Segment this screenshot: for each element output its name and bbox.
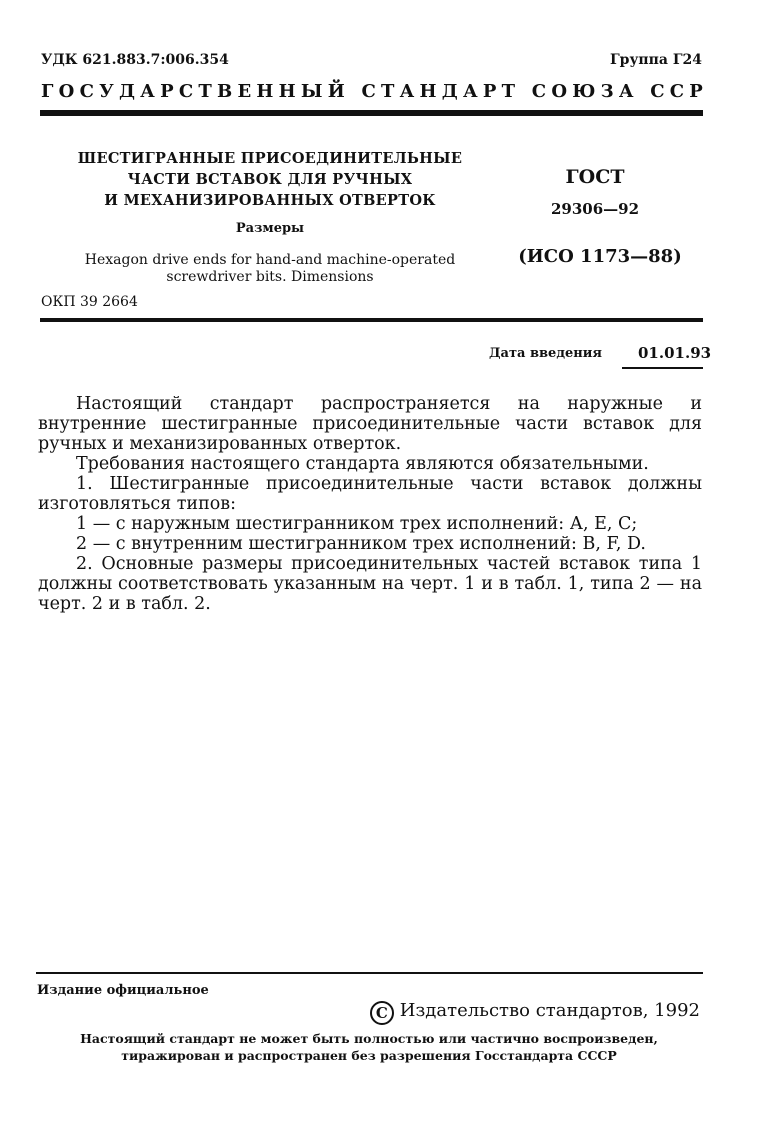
title-block-rule (40, 318, 703, 322)
copyright-line (370, 1000, 700, 1025)
document-body (38, 394, 702, 614)
title-line-2: ЧАСТИ ВСТАВОК ДЛЯ РУЧНЫХ (127, 171, 413, 188)
udk-code: УДК 621.883.7:006.354 (41, 52, 229, 68)
iso-reference: (ИСО 1173—88) (518, 246, 682, 267)
heading-letter: В (217, 81, 233, 102)
gost-label: ГОСТ (565, 166, 625, 188)
heading-letter: Г (41, 81, 54, 102)
copyright-icon: C (370, 1001, 394, 1025)
english-title-line-1: Hexagon drive ends for hand-and machine-operated (84, 252, 456, 268)
heading-letter: Ю (572, 81, 596, 102)
heading-letter: С (79, 81, 94, 102)
heading-letter: А (462, 81, 478, 102)
heading-letter: Р (482, 81, 497, 102)
heading-letter: Н (419, 81, 437, 102)
date-label: Дата введения (489, 346, 603, 361)
paragraph-type-1: 1 — с наружным шестигранником трех исполнений: А, Е, С; (76, 514, 638, 534)
heading-letter: С (178, 81, 194, 102)
heading-letter: У (99, 81, 114, 102)
heading-letter: А (140, 81, 155, 102)
heading-letter: Т (198, 81, 212, 102)
copyright-text: Издательство стандартов, 1992 (399, 1000, 700, 1021)
paragraph-scope: Настоящий стандарт распространяется на наружные и внутренние шестигранные присоединительные части вставок для ручных и механизированных отверток. (38, 394, 702, 454)
paragraph-type-2: 2 — с внутренним шестигранником трех исполнений: В, F, D. (76, 534, 646, 554)
heading-letter: Н (256, 81, 274, 102)
heading-letter: О (551, 81, 567, 102)
paragraph-types: 1. Шестигранные присоединительные части вставок должны изготовляться типов: (38, 474, 702, 514)
heading-letter: А (399, 81, 415, 102)
paragraph-dimensions: 2. Основные размеры присоединительных частей вставок типа 1 должны соответствовать указанным на черт. 1 и в табл. 1, типа 2 — на черт. 2 и в табл. 2. (38, 554, 702, 614)
heading-letter: С (361, 81, 376, 102)
heading-letter (520, 81, 526, 102)
heading-letter: С (669, 81, 685, 102)
title-subtitle: Размеры (235, 221, 305, 236)
state-standard-heading (41, 81, 703, 102)
heading-letter: Й (327, 81, 345, 102)
heading-letter (639, 81, 645, 102)
paragraph-mandatory: Требования настоящего стандарта являются обязательными. (76, 454, 649, 474)
date-value: 01.01.93 (638, 344, 712, 362)
document-title (60, 148, 480, 211)
group-code: Группа Г24 (609, 52, 702, 68)
heading-letter: А (618, 81, 634, 102)
heading-letter: Р (160, 81, 174, 102)
heading-letter: Ы (300, 81, 323, 102)
heading-letter: Т (381, 81, 395, 102)
title-line-1: ШЕСТИГРАННЫЕ ПРИСОЕДИНИТЕЛЬНЫЕ (77, 150, 463, 167)
heading-letter: З (600, 81, 614, 102)
heading-letter: Н (278, 81, 296, 102)
heading-letter (350, 81, 356, 102)
heading-letter: О (58, 81, 75, 102)
gost-number: 29306—92 (550, 200, 640, 218)
heading-letter: Е (237, 81, 252, 102)
edition-label: Издание официальное (37, 983, 209, 998)
footer-rule (36, 972, 703, 974)
notice-line-2: тиражирован и распространен без разрешения Госстандарта СССР (121, 1048, 617, 1063)
heading-letter: С (531, 81, 547, 102)
heading-letter: Р (689, 81, 703, 102)
heading-letter: Д (441, 81, 458, 102)
reproduction-notice (37, 1030, 701, 1064)
heading-letter: С (650, 81, 665, 102)
title-line-3: И МЕХАНИЗИРОВАННЫХ ОТВЕРТОК (104, 192, 436, 209)
heading-letter: Д (118, 81, 135, 102)
notice-line-1: Настоящий стандарт не может быть полностью или частично воспроизведен, (80, 1031, 658, 1046)
date-underline (622, 367, 703, 369)
english-title-line-2: screwdriver bits. Dimensions (166, 269, 374, 285)
english-title (55, 252, 485, 286)
heading-letter: Т (501, 81, 516, 102)
okp-code: ОКП 39 2664 (41, 294, 138, 310)
header-rule (40, 110, 703, 116)
